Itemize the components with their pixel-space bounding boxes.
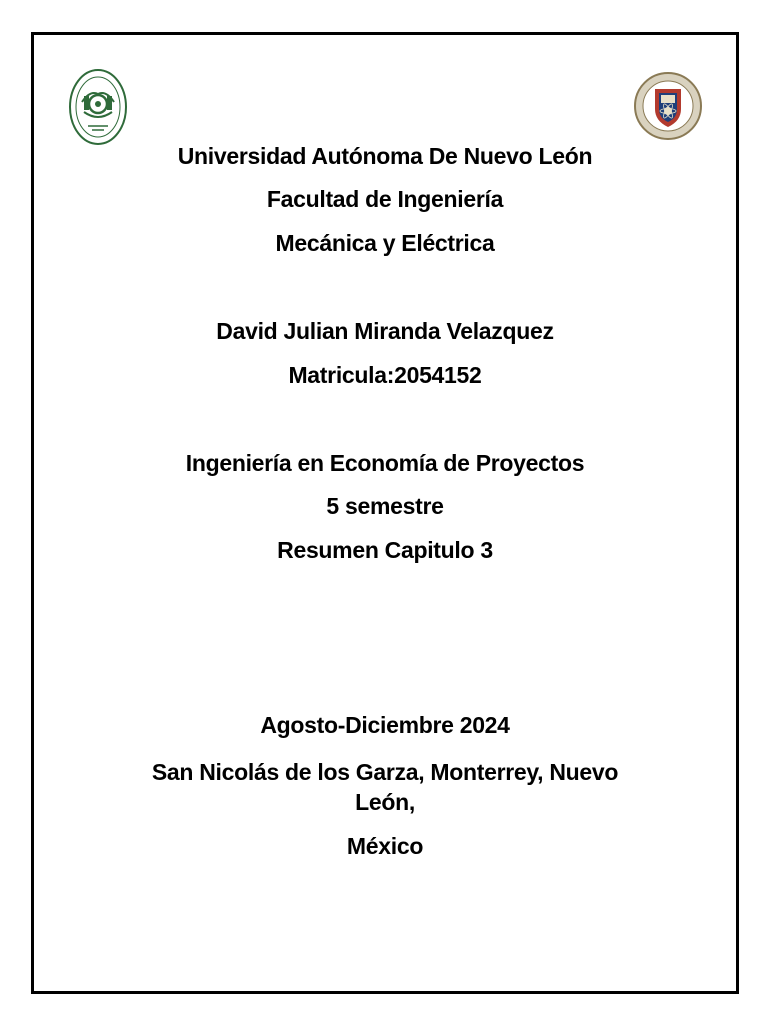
student-name: David Julian Miranda Velazquez xyxy=(216,318,554,344)
uanl-seal-icon xyxy=(633,71,703,141)
semester: 5 semestre xyxy=(326,493,444,519)
student-id: Matricula:2054152 xyxy=(288,362,482,388)
assignment-title: Resumen Capitulo 3 xyxy=(277,537,493,563)
course-name: Ingeniería en Economía de Proyectos xyxy=(185,450,585,476)
country: México xyxy=(346,833,424,859)
location: San Nicolás de los Garza, Monterrey, Nuevo León, xyxy=(151,759,619,815)
faculty-name-line2: Mecánica y Eléctrica xyxy=(275,230,495,256)
cover-page xyxy=(31,32,739,994)
university-name: Universidad Autónoma De Nuevo León xyxy=(177,143,593,169)
faculty-name-line1: Facultad de Ingeniería xyxy=(266,186,504,212)
academic-period: Agosto-Diciembre 2024 xyxy=(260,712,510,738)
fime-logo-icon xyxy=(68,68,128,146)
